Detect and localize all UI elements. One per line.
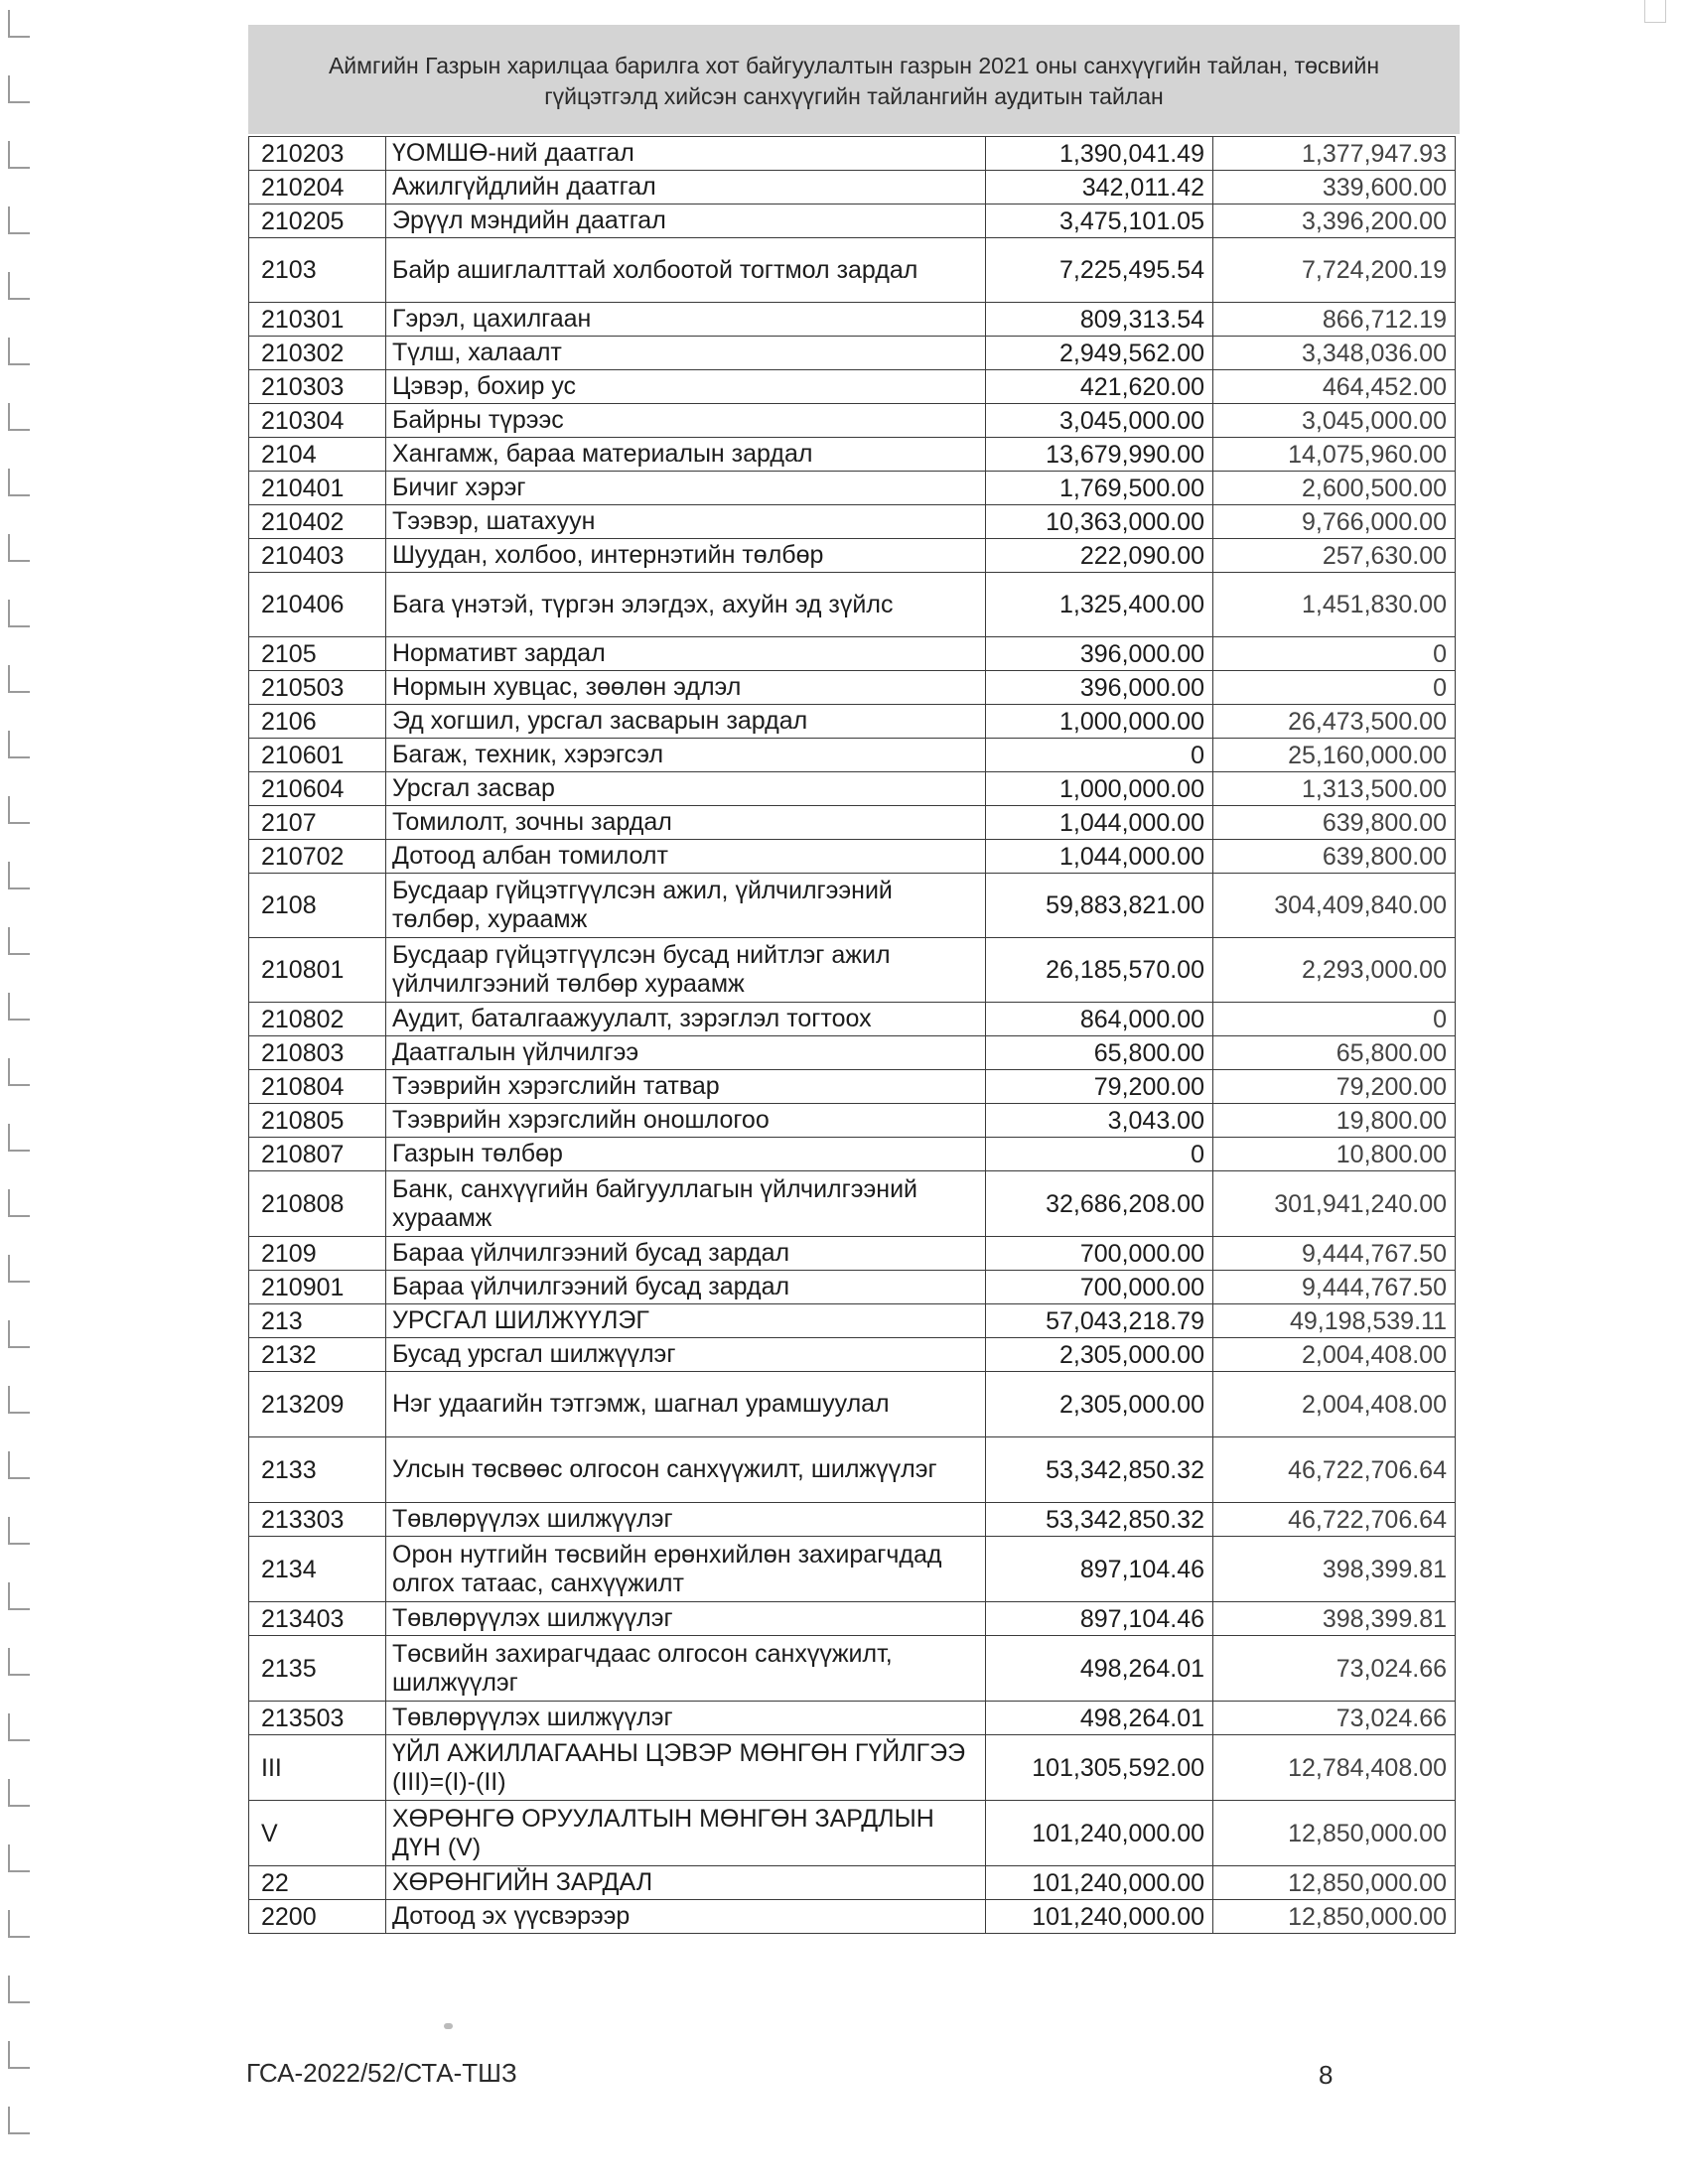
row-value-actual: 304,409,840.00 — [1213, 874, 1456, 938]
table-row — [249, 1237, 1456, 1271]
row-code: 2135 — [249, 1636, 386, 1702]
budget-table — [248, 136, 1456, 1934]
row-value-actual: 339,600.00 — [1213, 171, 1456, 205]
table-row — [249, 1636, 1456, 1702]
row-value-actual: 1,451,830.00 — [1213, 573, 1456, 637]
row-value-actual: 73,024.66 — [1213, 1636, 1456, 1702]
row-value-plan: 32,686,208.00 — [986, 1171, 1213, 1237]
row-code: 2103 — [249, 238, 386, 303]
row-value-actual: 26,473,500.00 — [1213, 705, 1456, 739]
table-row — [249, 1304, 1456, 1338]
row-value-plan: 13,679,990.00 — [986, 438, 1213, 472]
table-row — [249, 1070, 1456, 1104]
binding-mark — [8, 75, 30, 103]
binding-mark — [8, 338, 30, 365]
row-value-plan: 101,240,000.00 — [986, 1801, 1213, 1866]
row-name: ҮЙЛ АЖИЛЛАГААНЫ ЦЭВЭР МӨНГӨН ГҮЙЛГЭЭ (III)=(I)-(II) — [386, 1735, 986, 1801]
report-header — [248, 25, 1460, 134]
row-value-actual: 639,800.00 — [1213, 806, 1456, 840]
row-name: Банк, санхүүгийн байгууллагын үйлчилгээний хураамж — [386, 1171, 986, 1237]
row-name: Томилолт, зочны зардал — [386, 806, 986, 840]
binding-mark — [8, 1844, 30, 1872]
row-value-plan: 1,000,000.00 — [986, 705, 1213, 739]
table-row — [249, 840, 1456, 874]
row-value-actual: 9,444,767.50 — [1213, 1271, 1456, 1304]
row-value-actual: 12,850,000.00 — [1213, 1900, 1456, 1934]
row-code: 210203 — [249, 137, 386, 171]
table-row — [249, 1171, 1456, 1237]
row-code: 210401 — [249, 472, 386, 505]
row-value-plan: 396,000.00 — [986, 671, 1213, 705]
table-row — [249, 1271, 1456, 1304]
binding-margin — [0, 0, 60, 2184]
row-value-actual: 3,348,036.00 — [1213, 337, 1456, 370]
table-row — [249, 337, 1456, 370]
binding-mark — [8, 1386, 30, 1414]
binding-mark — [8, 1779, 30, 1807]
row-value-plan: 2,949,562.00 — [986, 337, 1213, 370]
row-code: 2132 — [249, 1338, 386, 1372]
row-name: Байр ашиглалттай холбоотой тогтмол зардал — [386, 238, 986, 303]
row-code: V — [249, 1801, 386, 1866]
row-value-actual: 257,630.00 — [1213, 539, 1456, 573]
row-name: ХӨРӨНГИЙН ЗАРДАЛ — [386, 1866, 986, 1900]
row-code: 210805 — [249, 1104, 386, 1138]
table-row — [249, 370, 1456, 404]
row-code: 210808 — [249, 1171, 386, 1237]
row-name: Бага үнэтэй, түргэн элэгдэх, ахуйн эд зүйлс — [386, 573, 986, 637]
row-name: Төвлөрүүлэх шилжүүлэг — [386, 1602, 986, 1636]
row-name: Бусад урсгал шилжүүлэг — [386, 1338, 986, 1372]
row-value-plan: 421,620.00 — [986, 370, 1213, 404]
row-value-plan: 498,264.01 — [986, 1636, 1213, 1702]
row-name: Бичиг хэрэг — [386, 472, 986, 505]
row-code: 213403 — [249, 1602, 386, 1636]
row-value-actual: 46,722,706.64 — [1213, 1503, 1456, 1537]
row-value-plan: 57,043,218.79 — [986, 1304, 1213, 1338]
binding-mark — [8, 1189, 30, 1217]
row-name: Төсвийн захирагчдаас олгосон санхүүжилт, шилжүүлэг — [386, 1636, 986, 1702]
row-name: Хангамж, бараа материалын зардал — [386, 438, 986, 472]
row-code: 213503 — [249, 1702, 386, 1735]
page-corner-mark — [1644, 0, 1666, 23]
row-code: 2109 — [249, 1237, 386, 1271]
binding-mark — [8, 141, 30, 169]
row-value-actual: 9,766,000.00 — [1213, 505, 1456, 539]
header-line-1: Аймгийн Газрын харилцаа барилга хот байгуулалтын газрын 2021 оны санхүүгийн тайлан, төсвийн — [328, 53, 1380, 78]
table-row — [249, 137, 1456, 171]
row-value-plan: 396,000.00 — [986, 637, 1213, 671]
binding-mark — [8, 600, 30, 627]
row-name: Бараа үйлчилгээний бусад зардал — [386, 1271, 986, 1304]
row-name: Бараа үйлчилгээний бусад зардал — [386, 1237, 986, 1271]
table-row — [249, 772, 1456, 806]
row-value-plan: 897,104.46 — [986, 1602, 1213, 1636]
row-name: Ажилгүйдлийн даатгал — [386, 171, 986, 205]
row-code: 2106 — [249, 705, 386, 739]
table-row — [249, 171, 1456, 205]
binding-mark — [8, 1255, 30, 1283]
table-row — [249, 303, 1456, 337]
row-name: Эд хогшил, урсгал засварын зардал — [386, 705, 986, 739]
row-name: Дотоод албан томилолт — [386, 840, 986, 874]
row-value-actual: 1,313,500.00 — [1213, 772, 1456, 806]
row-code: 210803 — [249, 1036, 386, 1070]
binding-mark — [8, 534, 30, 562]
row-name: ХӨРӨНГӨ ОРУУЛАЛТЫН МӨНГӨН ЗАРДЛЫН ДҮН (V) — [386, 1801, 986, 1866]
row-value-plan: 0 — [986, 739, 1213, 772]
row-code: 210301 — [249, 303, 386, 337]
row-code: 210604 — [249, 772, 386, 806]
row-value-plan: 1,390,041.49 — [986, 137, 1213, 171]
row-name: Бусдаар гүйцэтгүүлсэн бусад нийтлэг ажил үйлчилгээний төлбөр хураамж — [386, 938, 986, 1003]
row-value-plan: 79,200.00 — [986, 1070, 1213, 1104]
table-row — [249, 806, 1456, 840]
row-code: 2133 — [249, 1437, 386, 1503]
table-row — [249, 705, 1456, 739]
row-code: 22 — [249, 1866, 386, 1900]
row-value-plan: 222,090.00 — [986, 539, 1213, 573]
binding-mark — [8, 796, 30, 824]
row-name: Төвлөрүүлэх шилжүүлэг — [386, 1702, 986, 1735]
row-name: Бусдаар гүйцэтгүүлсэн ажил, үйлчилгээний төлбөр, хураамж — [386, 874, 986, 938]
binding-mark — [8, 1320, 30, 1348]
row-name: Нэг удаагийн тэтгэмж, шагнал урамшуулал — [386, 1372, 986, 1437]
row-name: Тээвэр, шатахуун — [386, 505, 986, 539]
row-code: 213303 — [249, 1503, 386, 1537]
row-value-actual: 398,399.81 — [1213, 1602, 1456, 1636]
table-row — [249, 1003, 1456, 1036]
row-code: 2108 — [249, 874, 386, 938]
row-value-actual: 866,712.19 — [1213, 303, 1456, 337]
binding-mark — [8, 1582, 30, 1610]
row-value-plan: 10,363,000.00 — [986, 505, 1213, 539]
row-value-actual: 7,724,200.19 — [1213, 238, 1456, 303]
table-row — [249, 1338, 1456, 1372]
scan-speck — [444, 2023, 453, 2029]
row-value-actual: 1,377,947.93 — [1213, 137, 1456, 171]
row-value-actual: 12,850,000.00 — [1213, 1866, 1456, 1900]
row-value-plan: 700,000.00 — [986, 1271, 1213, 1304]
row-value-plan: 101,305,592.00 — [986, 1735, 1213, 1801]
row-code: 210303 — [249, 370, 386, 404]
row-name: Түлш, халаалт — [386, 337, 986, 370]
budget-table-body — [249, 137, 1456, 1934]
table-row — [249, 1537, 1456, 1602]
row-value-actual: 639,800.00 — [1213, 840, 1456, 874]
row-code: 210304 — [249, 404, 386, 438]
table-row — [249, 1372, 1456, 1437]
table-row — [249, 205, 1456, 238]
row-value-plan: 897,104.46 — [986, 1537, 1213, 1602]
row-code: 2134 — [249, 1537, 386, 1602]
row-name: Төвлөрүүлэх шилжүүлэг — [386, 1503, 986, 1537]
row-value-actual: 10,800.00 — [1213, 1138, 1456, 1171]
row-value-plan: 101,240,000.00 — [986, 1866, 1213, 1900]
table-row — [249, 1702, 1456, 1735]
row-value-actual: 12,850,000.00 — [1213, 1801, 1456, 1866]
row-name: Урсгал засвар — [386, 772, 986, 806]
row-value-plan: 700,000.00 — [986, 1237, 1213, 1271]
row-name: Тээврийн хэрэгслийн татвар — [386, 1070, 986, 1104]
row-name: Нормативт зардал — [386, 637, 986, 671]
row-value-plan: 498,264.01 — [986, 1702, 1213, 1735]
row-value-plan: 1,000,000.00 — [986, 772, 1213, 806]
binding-mark — [8, 10, 30, 38]
row-name: УРСГАЛ ШИЛЖҮҮЛЭГ — [386, 1304, 986, 1338]
row-code: 210801 — [249, 938, 386, 1003]
row-value-actual: 2,293,000.00 — [1213, 938, 1456, 1003]
row-code: 2104 — [249, 438, 386, 472]
row-value-plan: 3,045,000.00 — [986, 404, 1213, 438]
row-code: 210205 — [249, 205, 386, 238]
table-row — [249, 874, 1456, 938]
table-row — [249, 505, 1456, 539]
binding-mark — [8, 862, 30, 889]
table-row — [249, 671, 1456, 705]
row-name: Эрүүл мэндийн даатгал — [386, 205, 986, 238]
row-code: III — [249, 1735, 386, 1801]
row-value-plan: 1,325,400.00 — [986, 573, 1213, 637]
row-code: 210406 — [249, 573, 386, 637]
row-value-plan: 59,883,821.00 — [986, 874, 1213, 938]
binding-mark — [8, 1517, 30, 1545]
row-code: 213209 — [249, 1372, 386, 1437]
row-value-plan: 7,225,495.54 — [986, 238, 1213, 303]
table-row — [249, 637, 1456, 671]
table-row — [249, 1866, 1456, 1900]
table-row — [249, 238, 1456, 303]
row-value-actual: 0 — [1213, 1003, 1456, 1036]
binding-mark — [8, 731, 30, 758]
row-value-plan: 2,305,000.00 — [986, 1338, 1213, 1372]
row-value-actual: 301,941,240.00 — [1213, 1171, 1456, 1237]
row-code: 210402 — [249, 505, 386, 539]
row-value-plan: 2,305,000.00 — [986, 1372, 1213, 1437]
row-value-actual: 19,800.00 — [1213, 1104, 1456, 1138]
row-code: 210302 — [249, 337, 386, 370]
row-value-plan: 26,185,570.00 — [986, 938, 1213, 1003]
row-value-actual: 14,075,960.00 — [1213, 438, 1456, 472]
table-row — [249, 1437, 1456, 1503]
row-code: 210204 — [249, 171, 386, 205]
row-value-plan: 1,769,500.00 — [986, 472, 1213, 505]
table-row — [249, 573, 1456, 637]
row-name: Нормын хувцас, зөөлөн эдлэл — [386, 671, 986, 705]
table-row — [249, 1735, 1456, 1801]
row-value-actual: 12,784,408.00 — [1213, 1735, 1456, 1801]
row-code: 210601 — [249, 739, 386, 772]
header-line-2: гүйцэтгэлд хийсэн санхүүгийн тайлангийн аудитын тайлан — [544, 83, 1164, 109]
binding-mark — [8, 1058, 30, 1086]
row-value-plan: 101,240,000.00 — [986, 1900, 1213, 1934]
table-row — [249, 539, 1456, 573]
row-value-plan: 809,313.54 — [986, 303, 1213, 337]
row-value-actual: 79,200.00 — [1213, 1070, 1456, 1104]
row-value-actual: 398,399.81 — [1213, 1537, 1456, 1602]
row-code: 210802 — [249, 1003, 386, 1036]
binding-mark — [8, 927, 30, 955]
row-code: 210901 — [249, 1271, 386, 1304]
binding-mark — [8, 993, 30, 1021]
row-name: Аудит, баталгаажуулалт, зэрэглэл тогтоох — [386, 1003, 986, 1036]
row-value-plan: 1,044,000.00 — [986, 840, 1213, 874]
row-value-plan: 3,475,101.05 — [986, 205, 1213, 238]
row-code: 210804 — [249, 1070, 386, 1104]
table-row — [249, 404, 1456, 438]
binding-mark — [8, 2041, 30, 2069]
row-code: 2105 — [249, 637, 386, 671]
binding-mark — [8, 1713, 30, 1741]
binding-mark — [8, 469, 30, 496]
row-value-actual: 464,452.00 — [1213, 370, 1456, 404]
table-row — [249, 1602, 1456, 1636]
table-row — [249, 938, 1456, 1003]
row-value-plan: 3,043.00 — [986, 1104, 1213, 1138]
row-value-actual: 0 — [1213, 637, 1456, 671]
table-row — [249, 1036, 1456, 1070]
row-value-actual: 3,045,000.00 — [1213, 404, 1456, 438]
row-value-plan: 342,011.42 — [986, 171, 1213, 205]
row-value-actual: 65,800.00 — [1213, 1036, 1456, 1070]
row-value-actual: 0 — [1213, 671, 1456, 705]
row-name: Байрны түрээс — [386, 404, 986, 438]
row-value-actual: 2,004,408.00 — [1213, 1338, 1456, 1372]
row-value-plan: 864,000.00 — [986, 1003, 1213, 1036]
row-code: 210702 — [249, 840, 386, 874]
table-row — [249, 739, 1456, 772]
row-code: 2107 — [249, 806, 386, 840]
table-row — [249, 1503, 1456, 1537]
row-value-actual: 25,160,000.00 — [1213, 739, 1456, 772]
row-code: 2200 — [249, 1900, 386, 1934]
row-value-actual: 2,600,500.00 — [1213, 472, 1456, 505]
row-name: Газрын төлбөр — [386, 1138, 986, 1171]
row-name: Шуудан, холбоо, интернэтийн төлбөр — [386, 539, 986, 573]
table-row — [249, 1801, 1456, 1866]
row-code: 210807 — [249, 1138, 386, 1171]
binding-mark — [8, 1910, 30, 1938]
table-row — [249, 438, 1456, 472]
row-code: 210503 — [249, 671, 386, 705]
document-code: ГСА-2022/52/СТА-ТШЗ — [246, 2058, 517, 2088]
row-value-plan: 65,800.00 — [986, 1036, 1213, 1070]
row-value-actual: 3,396,200.00 — [1213, 205, 1456, 238]
row-name: Дотоод эх үүсвэрээр — [386, 1900, 986, 1934]
row-value-actual: 9,444,767.50 — [1213, 1237, 1456, 1271]
binding-mark — [8, 665, 30, 693]
binding-mark — [8, 1976, 30, 2003]
row-name: Цэвэр, бохир ус — [386, 370, 986, 404]
row-name: Улсын төсвөөс олгосон санхүүжилт, шилжүүлэг — [386, 1437, 986, 1503]
row-value-actual: 73,024.66 — [1213, 1702, 1456, 1735]
row-name: Даатгалын үйлчилгээ — [386, 1036, 986, 1070]
row-value-plan: 1,044,000.00 — [986, 806, 1213, 840]
row-value-plan: 53,342,850.32 — [986, 1437, 1213, 1503]
page-number: 8 — [1319, 2060, 1334, 2090]
row-value-actual: 46,722,706.64 — [1213, 1437, 1456, 1503]
binding-mark — [8, 1648, 30, 1676]
row-code: 210403 — [249, 539, 386, 573]
row-value-actual: 2,004,408.00 — [1213, 1372, 1456, 1437]
binding-mark — [8, 206, 30, 234]
row-name: ҮОМШӨ-ний даатгал — [386, 137, 986, 171]
row-name: Гэрэл, цахилгаан — [386, 303, 986, 337]
row-name: Тээврийн хэрэгслийн оношлогоо — [386, 1104, 986, 1138]
row-value-plan: 0 — [986, 1138, 1213, 1171]
binding-mark — [8, 272, 30, 300]
row-name: Орон нутгийн төсвийн ерөнхийлөн захирагчдад олгох татаас, санхүүжилт — [386, 1537, 986, 1602]
table-row — [249, 1900, 1456, 1934]
row-code: 213 — [249, 1304, 386, 1338]
table-row — [249, 472, 1456, 505]
binding-mark — [8, 1451, 30, 1479]
binding-mark — [8, 2107, 30, 2134]
binding-mark — [8, 1124, 30, 1152]
row-name: Багаж, техник, хэрэгсэл — [386, 739, 986, 772]
table-row — [249, 1138, 1456, 1171]
binding-mark — [8, 403, 30, 431]
table-row — [249, 1104, 1456, 1138]
row-value-plan: 53,342,850.32 — [986, 1503, 1213, 1537]
row-value-actual: 49,198,539.11 — [1213, 1304, 1456, 1338]
